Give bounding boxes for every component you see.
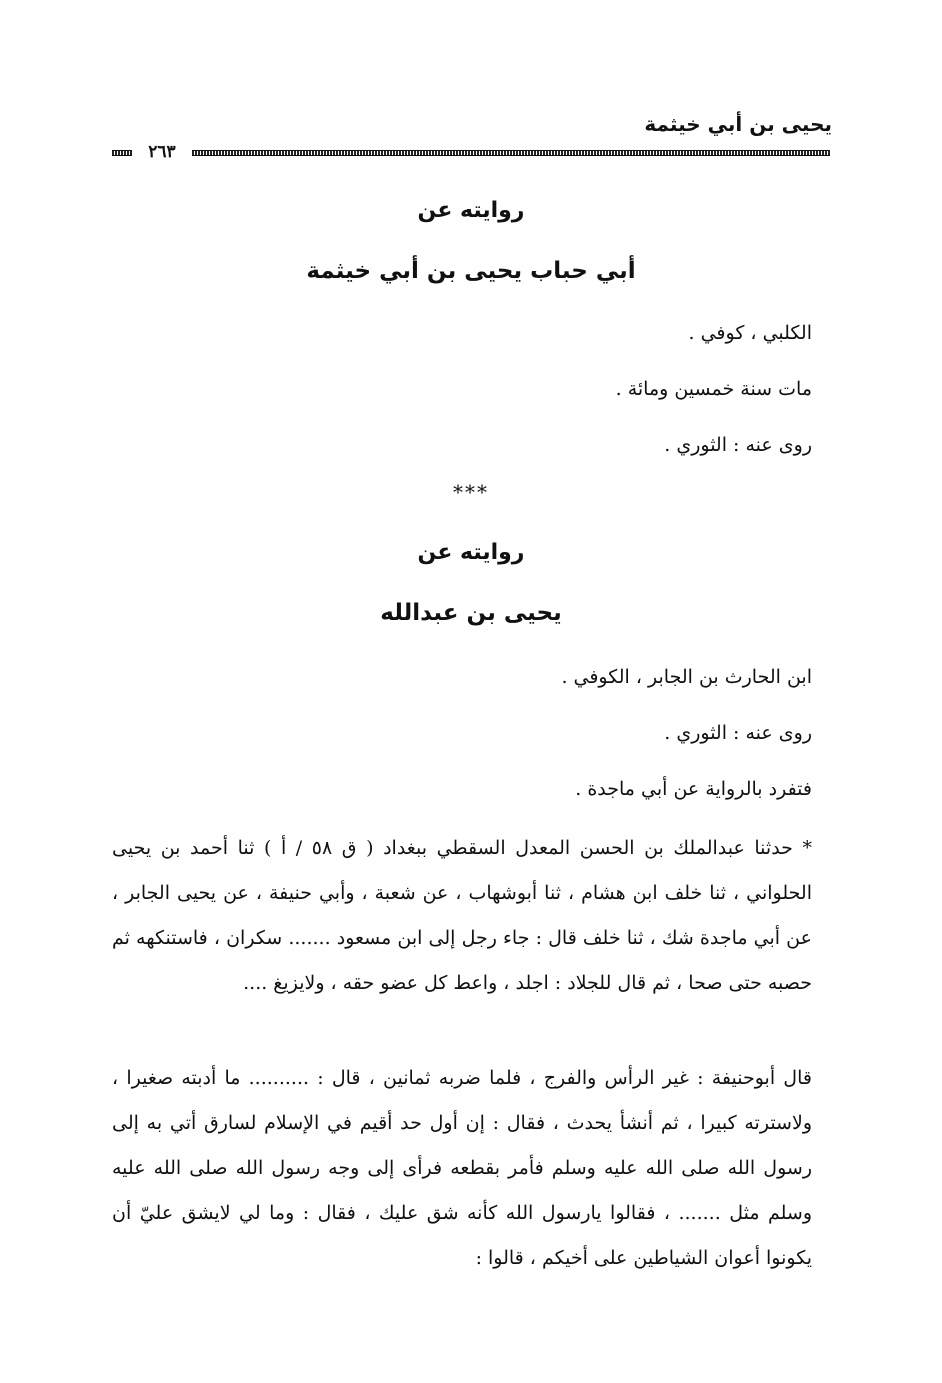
running-title: يحيى بن أبي خيثمة xyxy=(644,112,832,136)
bio-line: روى عنه : الثوري . xyxy=(664,434,812,456)
bio-line: ابن الحارث بن الجابر ، الكوفي . xyxy=(561,666,812,688)
header-rule-left xyxy=(112,150,132,156)
narrator-name-1: أبي حباب يحيى بن أبي خيثمة xyxy=(306,258,636,284)
section-heading-1: روايته عن xyxy=(417,198,525,223)
hadith-paragraph: * حدثنا عبدالملك بن الحسن المعدل السقطي ببغداد ( ق ٥٨ / أ ) ثنا أحمد بن يحيى الحلواني ، ثنا خلف ابن هشام ، ثنا أبوشهاب ، عن شعبة ، وأبي حنيفة ، عن يحيى الجابر ، عن أبي ماجدة شك ، ثنا خلف قال : جاء رجل إلى ابن مسعود ....... سكران ، فاستنكهه ثم حصبه حتى صحا ، ثم قال للجلاد : اجلد ، واعط كل عضو حقه ، ولايزيغ .... xyxy=(112,837,812,994)
bio-line: فتفرد بالرواية عن أبي ماجدة . xyxy=(575,778,812,800)
separator-stars: *** xyxy=(453,480,489,504)
header-rule-right xyxy=(192,150,830,156)
header-rule xyxy=(112,140,830,164)
bio-line: الكلبي ، كوفي . xyxy=(688,322,812,344)
narrator-name-2: يحيى بن عبدالله xyxy=(380,600,562,626)
section-heading-2: روايته عن xyxy=(417,540,525,565)
bio-line: روى عنه : الثوري . xyxy=(664,722,812,744)
page-number: ٢٦٣ xyxy=(136,142,188,162)
bio-line: مات سنة خمسين ومائة . xyxy=(615,378,812,400)
hadith-paragraph: قال أبوحنيفة : غير الرأس والفرج ، فلما ضربه ثمانين ، قال : .......... ما أدبته صغيرا ، ولاسترته كبيرا ، ثم أنشأ يحدث ، فقال : إن أول حد أقيم في الإسلام لسارق أتي به إلى رسول الله صلى الله عليه وسلم فأمر بقطعه فرأى إلى وجه رسول الله صلى الله عليه وسلم مثل ....... ، فقالوا يارسول الله كأنه شق عليك ، فقال : وما لي لايشق عليّ أن يكونوا أعوان الشياطين على أخيكم ، قالوا : xyxy=(112,1067,812,1269)
